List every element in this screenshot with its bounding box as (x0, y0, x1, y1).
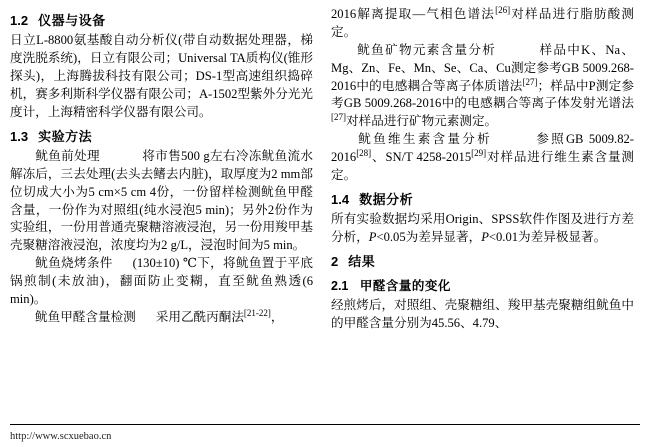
citation-ref: [26] (495, 4, 511, 15)
run-in-label: 鱿鱼维生素含量分析 (356, 132, 492, 147)
run-in-label: 鱿鱼前处理 (35, 148, 100, 163)
section-title: 仪器与设备 (38, 13, 106, 28)
analysis-text-1: 所有实验数据均采用Origin、SPSS软件作图及进行方差分析， (331, 212, 634, 244)
citation-ref: [28] (356, 147, 372, 158)
left-column (10, 6, 313, 416)
run-in-tail-2: 对样品进行维生素含量测定。 (331, 150, 635, 182)
run-in-text: 样品中K、Na、Mg、Zn、Fe、Mn、Se、Ca、Cu测定参考GB 5009.268-2016中的电感耦合等离子体质谱法 (331, 42, 635, 93)
section-number: 2 (331, 253, 339, 269)
section-title: 结果 (348, 253, 376, 269)
section-title: 甲醛含量的变化 (359, 279, 451, 293)
paragraph-formaldehyde-results: 经煎烤后，对照组、壳聚糖组、羧甲基壳聚糖组鱿鱼中的甲醛含量分别为45.56、4.79、 (331, 298, 634, 330)
section-number: 1.2 (10, 13, 29, 28)
run-in-label: 鱿鱼烧烤条件 (35, 256, 113, 271)
paragraph-fatty-acid-continued (331, 6, 634, 42)
paragraph-formaldehyde-detection (10, 309, 313, 327)
run-in-tail-2: 对样品进行矿物元素测定。 (346, 114, 498, 129)
run-in-tail: 、SN/T 4258-2015 (371, 150, 472, 164)
paragraph-data-analysis (331, 211, 634, 247)
paragraph-vitamin-analysis (331, 131, 634, 185)
run-in-text: 将市售500 g左右冷冻鱿鱼流水解冻后，三去处理(去头去鳍去内脏)，取厚度为2 mm部位切成大小为5 cm×5 cm 4份，一份留样检测鱿鱼甲醛含量，一份作为对照组(纯水浸泡5 min)；另外2份作为实验组，一份用普通壳聚糖溶液浸泡，另一份用羧甲基壳聚糖溶液浸泡，浓度均为2 g/L，浸泡时间为5 min。 (10, 148, 314, 253)
paragraph-grill-conditions (10, 255, 313, 309)
run-in-text: 参照GB 5009.82-2016 (331, 132, 634, 164)
two-column-body (10, 6, 640, 416)
section-title: 数据分析 (359, 191, 414, 207)
run-in-tail: ， (270, 309, 284, 324)
section-heading-2 (331, 254, 634, 270)
continued-text: 2016解离提取—气相色谱法 (331, 7, 496, 21)
p-value-symbol-2: P (481, 229, 489, 244)
citation-ref: [21-22] (243, 307, 271, 318)
right-column (331, 6, 634, 416)
section-number: 1.4 (331, 191, 350, 207)
run-in-label: 鱿鱼甲醛含量检测 (35, 309, 136, 324)
p-value-symbol-1: P (368, 229, 377, 244)
section-number: 1.3 (10, 128, 29, 144)
footer-divider (10, 424, 640, 425)
citation-ref: [27] (522, 76, 538, 87)
section-number: 2.1 (331, 279, 349, 293)
paragraph-instruments: 日立L-8800氨基酸自动分析仪(带自动数据处理器，梯度洗脱系统)，日立有限公司；Universal TA质构仪(锥形探头)，上海腾拔科技有限公司；DS-1型高速组织捣碎机，赛多利斯科学仪器有限公司；A-1502型紫外分光光度计，上海精密科学仪器有限公司。 (10, 33, 313, 119)
citation-ref-2: [27] (331, 112, 346, 123)
section-heading-1-3 (10, 129, 313, 145)
section-heading-1-4 (331, 192, 634, 208)
section-title: 实验方法 (38, 128, 93, 144)
run-in-tail: ；样品中P测定参考GB 5009.268-2016中的电感耦合等离子体发射光谱法 (331, 78, 634, 111)
paragraph-squid-pretreatment (10, 148, 313, 255)
continued-tail: 对样品进行脂肪酸测定。 (331, 7, 635, 39)
footer-url: http://www.scxuebao.cn (10, 431, 112, 442)
analysis-text-2: <0.05为差异显著， (376, 229, 482, 244)
paragraph-mineral-analysis (331, 42, 634, 131)
analysis-text-3: <0.01为差异极显著。 (488, 229, 607, 244)
run-in-text: 采用乙酰丙酮法 (155, 309, 244, 324)
run-in-label: 鱿鱼矿物元素含量分析 (356, 42, 497, 57)
citation-ref-2: [29] (471, 147, 487, 158)
section-heading-1-2 (10, 13, 313, 29)
run-in-text: (130±10) ℃下，将鱿鱼置于平底锅煎制(未放油)，翻面防止变糊，直至鱿鱼熟透(6 min)。 (10, 256, 313, 306)
section-heading-2-1 (331, 276, 634, 294)
